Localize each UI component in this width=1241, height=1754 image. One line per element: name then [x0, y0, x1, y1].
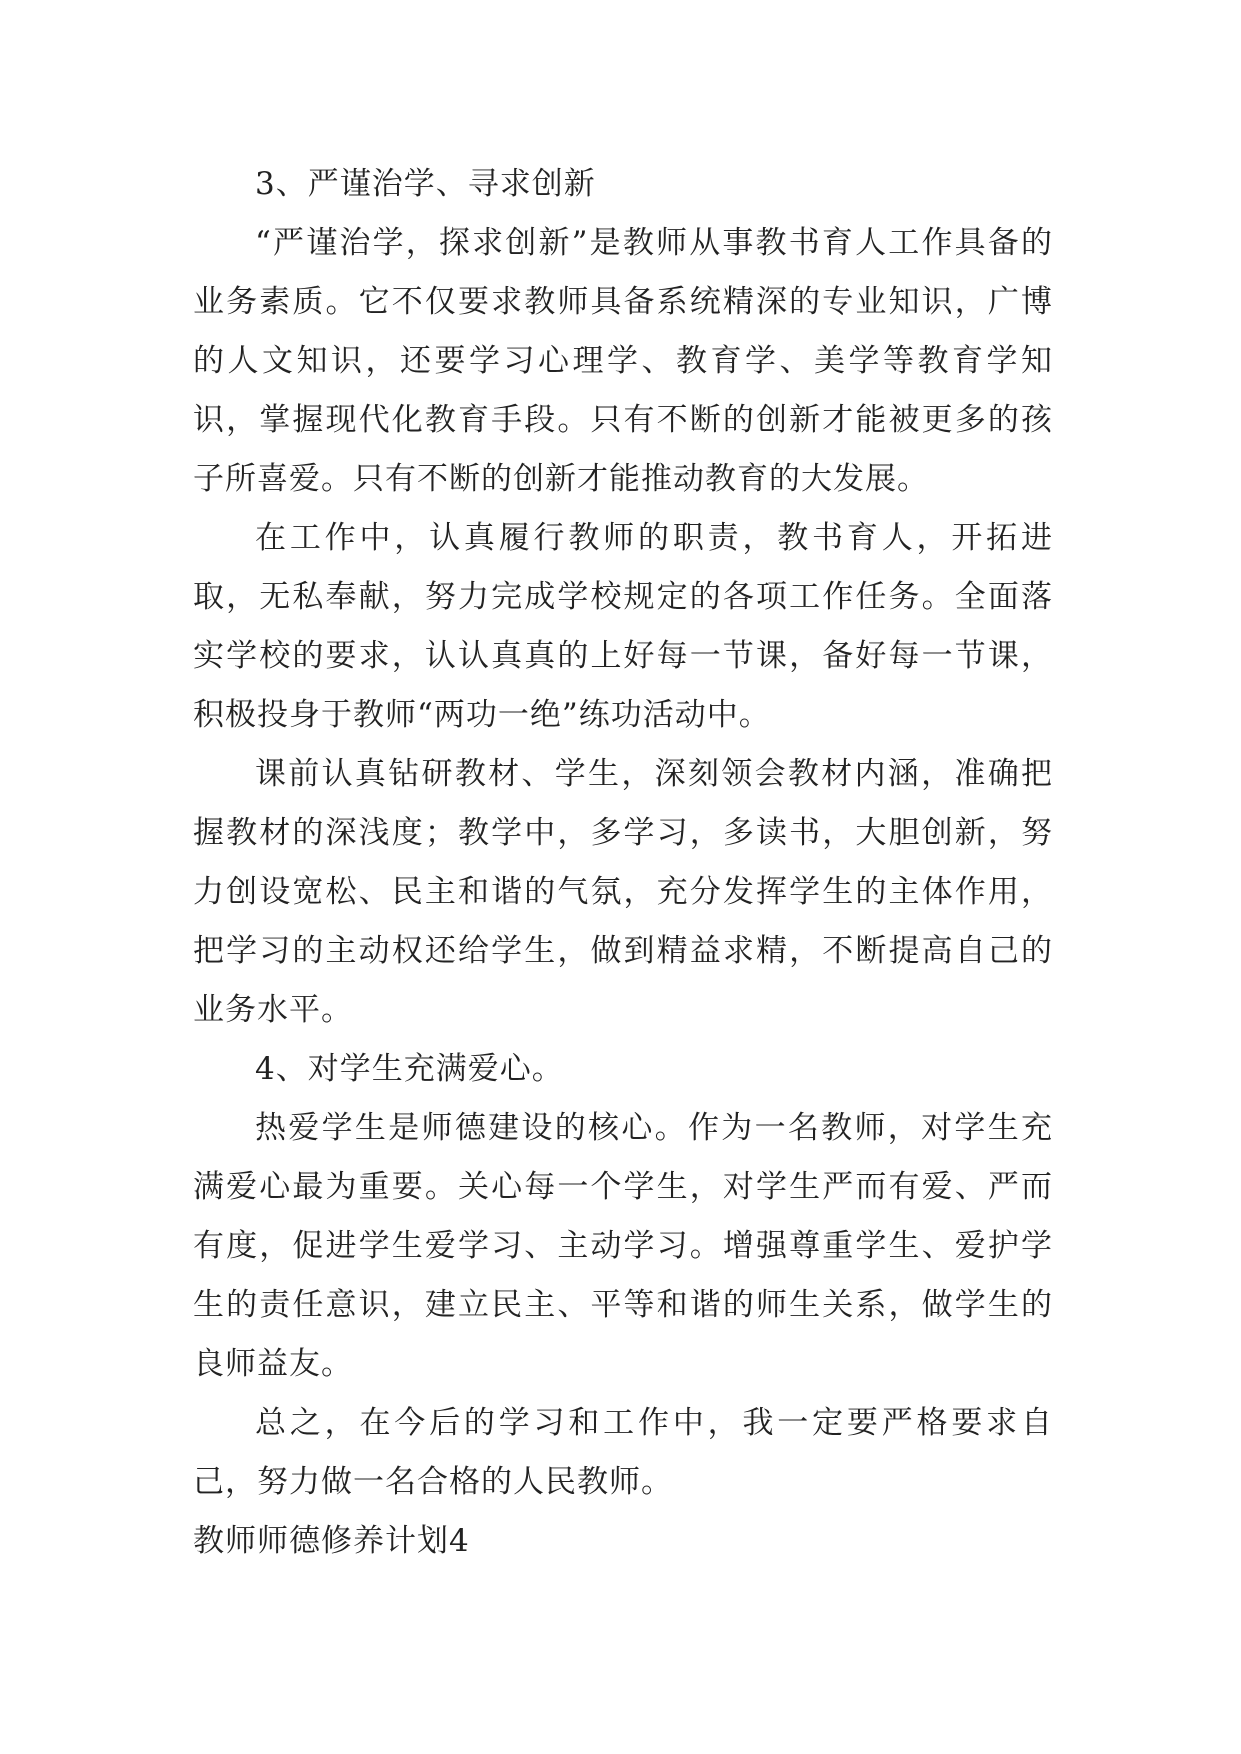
paragraph-4: 热爱学生是师德建设的核心。作为一名教师，对学生充满爱心最为重要。关心每一个学生，对学生严而有爱、严而有度，促进学生爱学习、主动学习。增强尊重学生、爱护学生的责任意识，建立民主、平等和谐的师生关系，做学生的良师益友。: [193, 1110, 1053, 1382]
paragraph-5: 总之，在今后的学习和工作中，我一定要严格要求自己，努力做一名合格的人民教师。: [193, 1405, 1053, 1500]
paragraph-2: 在工作中，认真履行教师的职责，教书育人，开拓进取，无私奉献，努力完成学校规定的各项工作任务。全面落实学校的要求，认认真真的上好每一节课，备好每一节课，积极投身于教师“两功一绝”练功活动中。: [193, 520, 1053, 733]
paragraph-1: “严谨治学，探求创新”是教师从事教书育人工作具备的业务素质。它不仅要求教师具备系统精深的专业知识，广博的人文知识，还要学习心理学、教育学、美学等教育学知识，掌握现代化教育手段。只有不断的创新才能被更多的孩子所喜爱。只有不断的创新才能推动教育的大发展。: [193, 225, 1053, 497]
paragraph-3: 课前认真钻研教材、学生，深刻领会教材内涵，准确把握教材的深浅度；教学中，多学习，多读书，大胆创新，努力创设宽松、民主和谐的气氛，充分发挥学生的主体作用，把学习的主动权还给学生，做到精益求精，不断提高自己的业务水平。: [193, 756, 1053, 1028]
heading-3: 3、严谨治学、寻求创新: [255, 166, 596, 202]
section-title: 教师师德修养计划4: [193, 1523, 470, 1559]
document-body: [193, 155, 1053, 1571]
heading-4: 4、对学生充满爱心。: [255, 1051, 564, 1087]
